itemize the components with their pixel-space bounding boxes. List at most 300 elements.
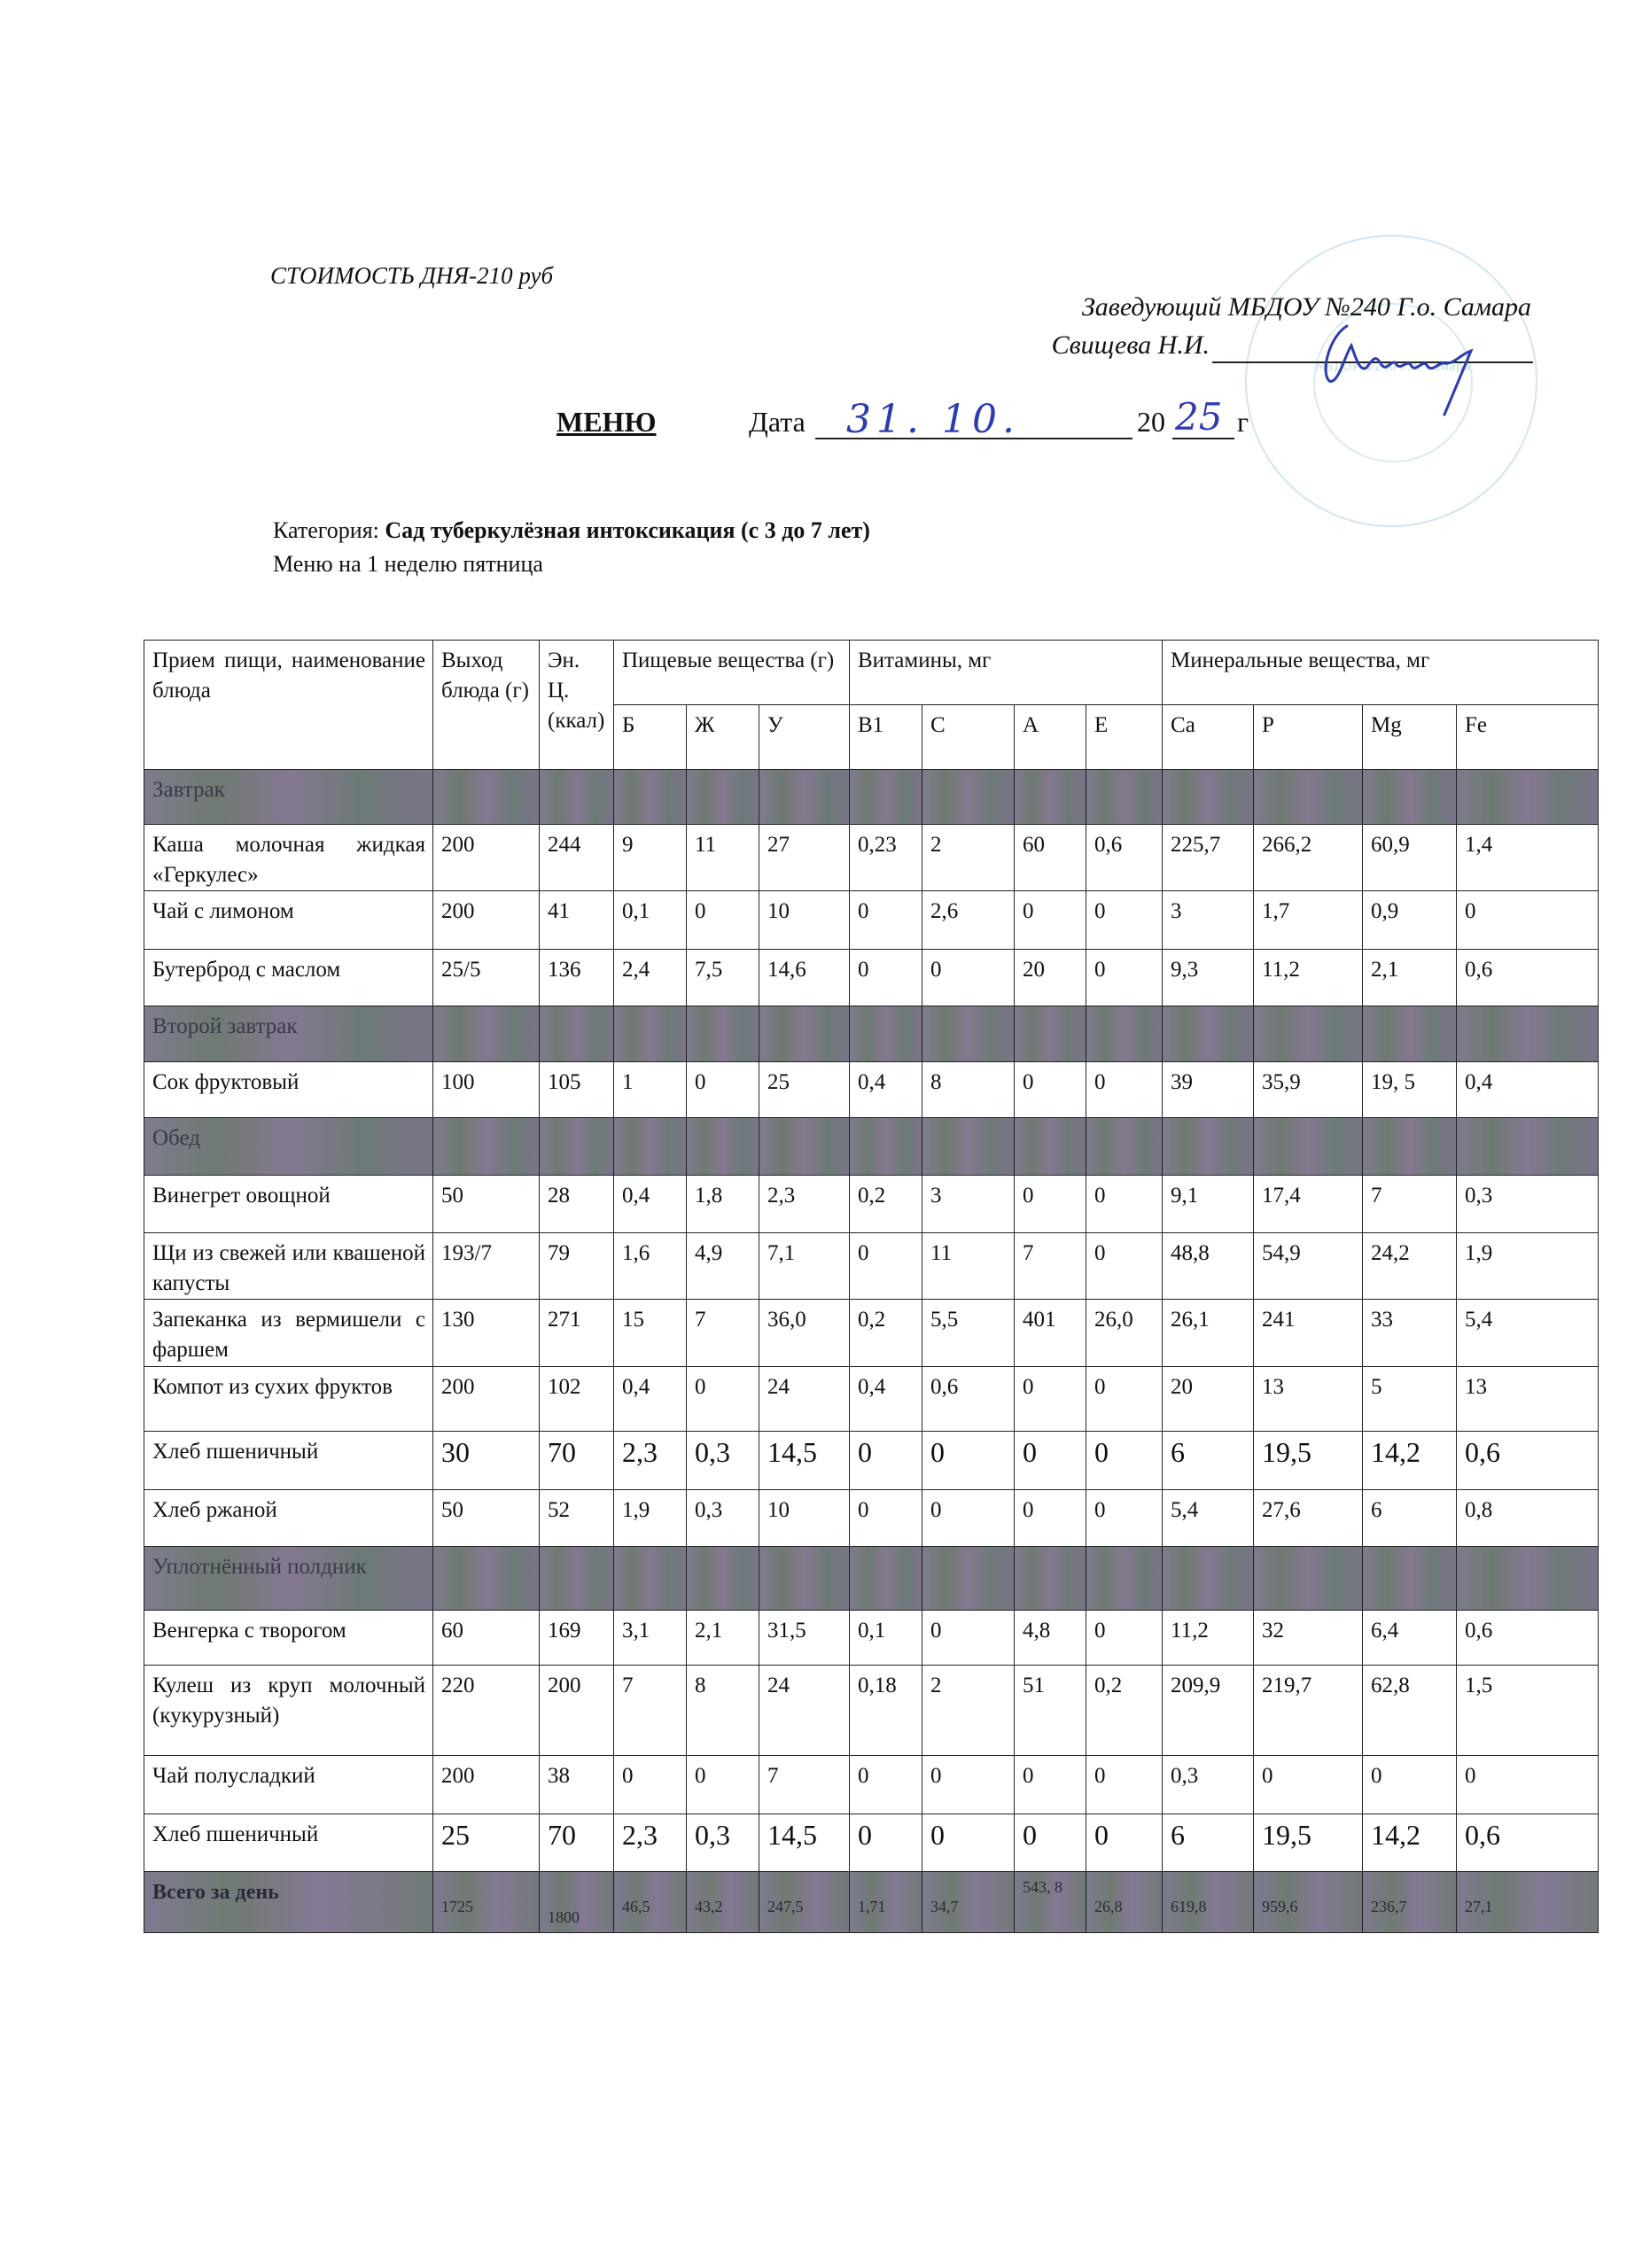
- dish-value: 26,0: [1086, 1300, 1163, 1367]
- dish-value: 401: [1015, 1300, 1086, 1367]
- dish-value: 6: [1363, 1490, 1457, 1547]
- dish-value: 13: [1254, 1367, 1363, 1432]
- section-empty-cell: [1457, 1006, 1599, 1062]
- category-label: Категория:: [273, 517, 379, 543]
- dish-value: 0,3: [687, 1490, 759, 1547]
- section-empty-cell: [759, 1118, 850, 1176]
- total-value: 236,7: [1363, 1872, 1457, 1933]
- dish-value: 7: [1015, 1233, 1086, 1300]
- total-value: 34,7: [922, 1872, 1015, 1933]
- header-vitamins: Витамины, мг: [850, 641, 1163, 705]
- dish-value: 0: [922, 1432, 1015, 1490]
- dish-value: 3: [1163, 891, 1254, 950]
- dish-value: 60: [433, 1611, 540, 1666]
- section-empty-cell: [687, 770, 759, 825]
- dish-value: 50: [433, 1490, 540, 1547]
- dish-value: 0: [687, 1756, 759, 1814]
- dish-row: [144, 1300, 1599, 1367]
- section-empty-cell: [1086, 1547, 1163, 1611]
- dish-value: 2,3: [614, 1814, 687, 1872]
- header-yield: Выход блюда (г): [433, 641, 540, 770]
- dish-value: 7: [759, 1756, 850, 1814]
- year-prefix: 20: [1137, 406, 1165, 438]
- section-empty-cell: [1363, 1547, 1457, 1611]
- dish-row: [144, 1176, 1599, 1233]
- dish-value: 2,3: [759, 1176, 850, 1233]
- header-energy: Эн. Ц. (ккал): [540, 641, 614, 770]
- dish-name: Хлеб ржаной: [144, 1490, 433, 1547]
- header-row: [144, 641, 1599, 705]
- section-empty-cell: [1363, 1006, 1457, 1062]
- dish-value: 0,1: [850, 1611, 922, 1666]
- dish-value: 0: [1086, 1814, 1163, 1872]
- section-empty-cell: [433, 1006, 540, 1062]
- section-empty-cell: [687, 1547, 759, 1611]
- section-empty-cell: [687, 1118, 759, 1176]
- total-value: 959,6: [1254, 1872, 1363, 1933]
- dish-value: 0: [1086, 891, 1163, 950]
- dish-value: 7: [614, 1666, 687, 1756]
- dish-value: 26,1: [1163, 1300, 1254, 1367]
- section-empty-cell: [1086, 1118, 1163, 1176]
- dish-value: 136: [540, 950, 614, 1006]
- section-empty-cell: [540, 1547, 614, 1611]
- dish-value: 0: [1015, 1814, 1086, 1872]
- total-value: 247,5: [759, 1872, 850, 1933]
- section-empty-cell: [922, 770, 1015, 825]
- dish-value: 4,9: [687, 1233, 759, 1300]
- dish-value: 200: [540, 1666, 614, 1756]
- dish-value: 32: [1254, 1611, 1363, 1666]
- section-empty-cell: [1163, 1006, 1254, 1062]
- dish-name: Сок фруктовый: [144, 1062, 433, 1118]
- dish-value: 1,9: [614, 1490, 687, 1547]
- dish-value: 0,18: [850, 1666, 922, 1756]
- dish-value: 11: [922, 1233, 1015, 1300]
- date-label: Дата: [749, 406, 806, 438]
- section-title: Обед: [144, 1118, 433, 1176]
- dish-value: 0: [1015, 1062, 1086, 1118]
- dish-value: 19, 5: [1363, 1062, 1457, 1118]
- section-empty-cell: [1457, 1547, 1599, 1611]
- dish-name: Кулеш из круп молочный (кукурузный): [144, 1666, 433, 1756]
- dish-value: 0,2: [850, 1300, 922, 1367]
- section-empty-cell: [1086, 1006, 1163, 1062]
- dish-value: 11,2: [1254, 950, 1363, 1006]
- dish-value: 25: [759, 1062, 850, 1118]
- dish-value: 2,3: [614, 1432, 687, 1490]
- category-value: Сад туберкулёзная интоксикация (с 3 до 7 лет): [385, 517, 870, 543]
- dish-value: 2,6: [922, 891, 1015, 950]
- approver-name: Свищева Н.И.: [1051, 330, 1210, 360]
- dish-value: 14,5: [759, 1814, 850, 1872]
- section-empty-cell: [540, 1006, 614, 1062]
- dish-value: 0: [1086, 1176, 1163, 1233]
- total-value: 1725: [433, 1872, 540, 1933]
- dish-value: 27: [759, 825, 850, 891]
- dish-value: 130: [433, 1300, 540, 1367]
- dish-value: 1: [614, 1062, 687, 1118]
- dish-value: 14,6: [759, 950, 850, 1006]
- dish-value: 0,3: [1163, 1756, 1254, 1814]
- dish-value: 9: [614, 825, 687, 891]
- day-cost: СТОИМОСТЬ ДНЯ-210 руб: [270, 262, 554, 289]
- dish-value: 219,7: [1254, 1666, 1363, 1756]
- dish-value: 0,6: [1457, 950, 1599, 1006]
- dish-value: 2,1: [1363, 950, 1457, 1006]
- dish-value: 2,1: [687, 1611, 759, 1666]
- dish-name: Хлеб пшеничный: [144, 1814, 433, 1872]
- dish-row: [144, 1756, 1599, 1814]
- dish-value: 0: [1254, 1756, 1363, 1814]
- dish-value: 1,6: [614, 1233, 687, 1300]
- dish-value: 1,7: [1254, 891, 1363, 950]
- dish-value: 0,6: [1457, 1814, 1599, 1872]
- dish-value: 50: [433, 1176, 540, 1233]
- dish-value: 0,6: [1457, 1611, 1599, 1666]
- dish-value: 0: [1086, 1756, 1163, 1814]
- total-value: 43,2: [687, 1872, 759, 1933]
- dish-row: [144, 1367, 1599, 1432]
- subheader-8: Ca: [1163, 705, 1254, 770]
- dish-value: 2,4: [614, 950, 687, 1006]
- dish-value: 169: [540, 1611, 614, 1666]
- dish-value: 19,5: [1254, 1432, 1363, 1490]
- dish-value: 9,3: [1163, 950, 1254, 1006]
- dish-value: 0,4: [850, 1367, 922, 1432]
- dish-value: 62,8: [1363, 1666, 1457, 1756]
- dish-value: 17,4: [1254, 1176, 1363, 1233]
- section-empty-cell: [1015, 1547, 1086, 1611]
- subheader-9: P: [1254, 705, 1363, 770]
- section-empty-cell: [922, 1118, 1015, 1176]
- dish-name: Бутерброд с маслом: [144, 950, 433, 1006]
- section-row: [144, 1547, 1599, 1611]
- dish-row: [144, 1233, 1599, 1300]
- dish-value: 0,4: [1457, 1062, 1599, 1118]
- dish-value: 31,5: [759, 1611, 850, 1666]
- section-empty-cell: [1363, 1118, 1457, 1176]
- dish-value: 3: [922, 1176, 1015, 1233]
- dish-name: Хлеб пшеничный: [144, 1432, 433, 1490]
- dish-value: 36,0: [759, 1300, 850, 1367]
- dish-value: 0: [922, 1490, 1015, 1547]
- header-meal: Прием пищи, наименование блюда: [144, 641, 433, 770]
- section-empty-cell: [614, 1006, 687, 1062]
- dish-value: 0: [850, 1814, 922, 1872]
- dish-value: 20: [1015, 950, 1086, 1006]
- section-empty-cell: [759, 770, 850, 825]
- dish-value: 0: [687, 1367, 759, 1432]
- dish-row: [144, 1490, 1599, 1547]
- total-value: 619,8: [1163, 1872, 1254, 1933]
- total-value: 26,8: [1086, 1872, 1163, 1933]
- dish-value: 28: [540, 1176, 614, 1233]
- total-value: 543, 8: [1015, 1872, 1086, 1933]
- dish-value: 0,2: [1086, 1666, 1163, 1756]
- dish-row: [144, 950, 1599, 1006]
- section-empty-cell: [1086, 770, 1163, 825]
- section-empty-cell: [614, 770, 687, 825]
- dish-value: 0: [614, 1756, 687, 1814]
- section-empty-cell: [1457, 770, 1599, 825]
- dish-value: 0,23: [850, 825, 922, 891]
- section-empty-cell: [850, 1118, 922, 1176]
- dish-value: 200: [433, 891, 540, 950]
- dish-value: 209,9: [1163, 1666, 1254, 1756]
- section-empty-cell: [850, 1006, 922, 1062]
- dish-value: 0: [922, 950, 1015, 1006]
- section-empty-cell: [1254, 1547, 1363, 1611]
- subheader-1: Б: [614, 705, 687, 770]
- subheader-4: В1: [850, 705, 922, 770]
- dish-name: Щи из свежей или квашеной капусты: [144, 1233, 433, 1300]
- dish-value: 52: [540, 1490, 614, 1547]
- dish-value: 0: [1015, 1176, 1086, 1233]
- dish-value: 79: [540, 1233, 614, 1300]
- dish-value: 0: [1015, 1432, 1086, 1490]
- subheader-5: С: [922, 705, 1015, 770]
- section-title: Завтрак: [144, 770, 433, 825]
- dish-value: 0,8: [1457, 1490, 1599, 1547]
- dish-value: 15: [614, 1300, 687, 1367]
- total-label: Всего за день: [144, 1872, 433, 1933]
- dish-value: 0,6: [922, 1367, 1015, 1432]
- section-empty-cell: [687, 1006, 759, 1062]
- section-empty-cell: [433, 770, 540, 825]
- dish-value: 220: [433, 1666, 540, 1756]
- section-empty-cell: [1457, 1118, 1599, 1176]
- dish-row: [144, 1666, 1599, 1756]
- dish-name: Винегрет овощной: [144, 1176, 433, 1233]
- dish-value: 5,4: [1457, 1300, 1599, 1367]
- dish-value: 35,9: [1254, 1062, 1363, 1118]
- dish-value: 225,7: [1163, 825, 1254, 891]
- dish-value: 24,2: [1363, 1233, 1457, 1300]
- section-empty-cell: [1015, 1006, 1086, 1062]
- dish-value: 0: [1086, 1611, 1163, 1666]
- dish-value: 200: [433, 1367, 540, 1432]
- dish-value: 38: [540, 1756, 614, 1814]
- dish-value: 200: [433, 1756, 540, 1814]
- section-empty-cell: [922, 1006, 1015, 1062]
- dish-value: 7: [1363, 1176, 1457, 1233]
- section-empty-cell: [759, 1547, 850, 1611]
- dish-value: 105: [540, 1062, 614, 1118]
- dish-value: 0: [1086, 1367, 1163, 1432]
- dish-value: 0,3: [687, 1814, 759, 1872]
- dish-value: 0: [850, 1756, 922, 1814]
- dish-value: 6: [1163, 1432, 1254, 1490]
- date-value: 31. 10.: [846, 397, 1020, 442]
- approver-title: Заведующий МБДОУ №240 Г.о. Самара: [1081, 292, 1531, 322]
- section-empty-cell: [850, 770, 922, 825]
- dish-name: Чай с лимоном: [144, 891, 433, 950]
- subheader-10: Mg: [1363, 705, 1457, 770]
- section-empty-cell: [540, 770, 614, 825]
- dish-value: 0: [850, 1490, 922, 1547]
- dish-value: 11: [687, 825, 759, 891]
- dish-value: 0: [1015, 1490, 1086, 1547]
- total-value: 1,71: [850, 1872, 922, 1933]
- dish-name: Венгерка с творогом: [144, 1611, 433, 1666]
- dish-value: 0: [1457, 1756, 1599, 1814]
- dish-value: 0,1: [614, 891, 687, 950]
- section-empty-cell: [1015, 770, 1086, 825]
- dish-value: 7,1: [759, 1233, 850, 1300]
- dish-value: 200: [433, 825, 540, 891]
- dish-name: Компот из сухих фруктов: [144, 1367, 433, 1432]
- dish-value: 14,2: [1363, 1814, 1457, 1872]
- section-title: Уплотнённый полдник: [144, 1547, 433, 1611]
- dish-value: 0,4: [850, 1062, 922, 1118]
- menu-title: МЕНЮ: [556, 406, 657, 438]
- section-empty-cell: [540, 1118, 614, 1176]
- subheader-11: Fe: [1457, 705, 1599, 770]
- dish-value: 6: [1163, 1814, 1254, 1872]
- dish-row: [144, 1062, 1599, 1118]
- dish-value: 48,8: [1163, 1233, 1254, 1300]
- stamp-text: МБДОУ №240 Г.о. Самара: [1315, 361, 1471, 374]
- dish-value: 0: [850, 1233, 922, 1300]
- dish-value: 0,2: [850, 1176, 922, 1233]
- dish-value: 7: [687, 1300, 759, 1367]
- dish-row: [144, 1611, 1599, 1666]
- dish-name: Чай полусладкий: [144, 1756, 433, 1814]
- dish-value: 0: [1086, 1490, 1163, 1547]
- total-value: 27,1: [1457, 1872, 1599, 1933]
- section-row: [144, 1118, 1599, 1176]
- dish-value: 271: [540, 1300, 614, 1367]
- dish-value: 24: [759, 1367, 850, 1432]
- week-line: Меню на 1 неделю пятница: [273, 551, 543, 577]
- total-row: [144, 1872, 1599, 1933]
- subheader-7: Е: [1086, 705, 1163, 770]
- dish-row: [144, 891, 1599, 950]
- dish-value: 14,2: [1363, 1432, 1457, 1490]
- dish-value: 8: [922, 1062, 1015, 1118]
- dish-value: 6,4: [1363, 1611, 1457, 1666]
- dish-value: 10: [759, 891, 850, 950]
- dish-value: 0: [687, 891, 759, 950]
- dish-value: 0,6: [1457, 1432, 1599, 1490]
- subheader-2: Ж: [687, 705, 759, 770]
- section-empty-cell: [1363, 770, 1457, 825]
- dish-value: 9,1: [1163, 1176, 1254, 1233]
- dish-value: 5,5: [922, 1300, 1015, 1367]
- dish-value: 51: [1015, 1666, 1086, 1756]
- dish-value: 10: [759, 1490, 850, 1547]
- dish-value: 0: [922, 1756, 1015, 1814]
- section-empty-cell: [1254, 1118, 1363, 1176]
- dish-value: 41: [540, 891, 614, 950]
- dish-value: 266,2: [1254, 825, 1363, 891]
- dish-value: 1,8: [687, 1176, 759, 1233]
- dish-value: 193/7: [433, 1233, 540, 1300]
- year-value: 25: [1175, 395, 1223, 439]
- dish-value: 8: [687, 1666, 759, 1756]
- total-value: 46,5: [614, 1872, 687, 1933]
- dish-value: 0: [1086, 1233, 1163, 1300]
- dish-value: 0: [850, 1432, 922, 1490]
- dish-value: 244: [540, 825, 614, 891]
- dish-value: 30: [433, 1432, 540, 1490]
- dish-value: 70: [540, 1432, 614, 1490]
- dish-value: 0: [1015, 1367, 1086, 1432]
- section-row: [144, 770, 1599, 825]
- dish-value: 24: [759, 1666, 850, 1756]
- dish-value: 0: [1086, 950, 1163, 1006]
- section-empty-cell: [433, 1118, 540, 1176]
- menu-table: [144, 640, 1599, 1933]
- dish-value: 0: [1457, 891, 1599, 950]
- dish-value: 0: [1086, 1432, 1163, 1490]
- section-empty-cell: [1163, 770, 1254, 825]
- dish-value: 0: [1363, 1756, 1457, 1814]
- section-empty-cell: [614, 1547, 687, 1611]
- year-suffix: г: [1237, 406, 1249, 438]
- approver-name-wrap: [891, 330, 1210, 361]
- section-empty-cell: [1163, 1118, 1254, 1176]
- header-nutrients: Пищевые вещества (г): [614, 641, 850, 705]
- section-empty-cell: [1015, 1118, 1086, 1176]
- section-empty-cell: [433, 1547, 540, 1611]
- dish-value: 19,5: [1254, 1814, 1363, 1872]
- dish-value: 70: [540, 1814, 614, 1872]
- dish-value: 0: [850, 950, 922, 1006]
- dish-value: 1,9: [1457, 1233, 1599, 1300]
- dish-value: 60,9: [1363, 825, 1457, 891]
- dish-value: 0,3: [1457, 1176, 1599, 1233]
- subheader-3: У: [759, 705, 850, 770]
- section-empty-cell: [614, 1118, 687, 1176]
- section-empty-cell: [922, 1547, 1015, 1611]
- dish-value: 13: [1457, 1367, 1599, 1432]
- dish-value: 2: [922, 1666, 1015, 1756]
- dish-value: 0: [850, 891, 922, 950]
- dish-row: [144, 1814, 1599, 1872]
- dish-value: 0: [1015, 891, 1086, 950]
- total-value: 1800: [540, 1872, 614, 1933]
- section-empty-cell: [850, 1547, 922, 1611]
- dish-value: 0: [922, 1814, 1015, 1872]
- dish-value: 0,6: [1086, 825, 1163, 891]
- dish-value: 0: [922, 1611, 1015, 1666]
- dish-value: 0,4: [614, 1176, 687, 1233]
- dish-value: 25/5: [433, 950, 540, 1006]
- dish-value: 100: [433, 1062, 540, 1118]
- dish-value: 39: [1163, 1062, 1254, 1118]
- category-line: [273, 517, 870, 544]
- section-row: [144, 1006, 1599, 1062]
- dish-value: 0: [687, 1062, 759, 1118]
- dish-value: 11,2: [1163, 1611, 1254, 1666]
- dish-value: 60: [1015, 825, 1086, 891]
- subheader-6: А: [1015, 705, 1086, 770]
- dish-value: 0,4: [614, 1367, 687, 1432]
- dish-value: 3,1: [614, 1611, 687, 1666]
- dish-value: 0: [1015, 1756, 1086, 1814]
- dish-row: [144, 1432, 1599, 1490]
- dish-value: 5: [1363, 1367, 1457, 1432]
- dish-name: Каша молочная жидкая «Геркулес»: [144, 825, 433, 891]
- section-empty-cell: [1163, 1547, 1254, 1611]
- handwritten-signature: [1311, 319, 1524, 416]
- section-empty-cell: [759, 1006, 850, 1062]
- section-title: Второй завтрак: [144, 1006, 433, 1062]
- dish-value: 102: [540, 1367, 614, 1432]
- section-empty-cell: [1254, 770, 1363, 825]
